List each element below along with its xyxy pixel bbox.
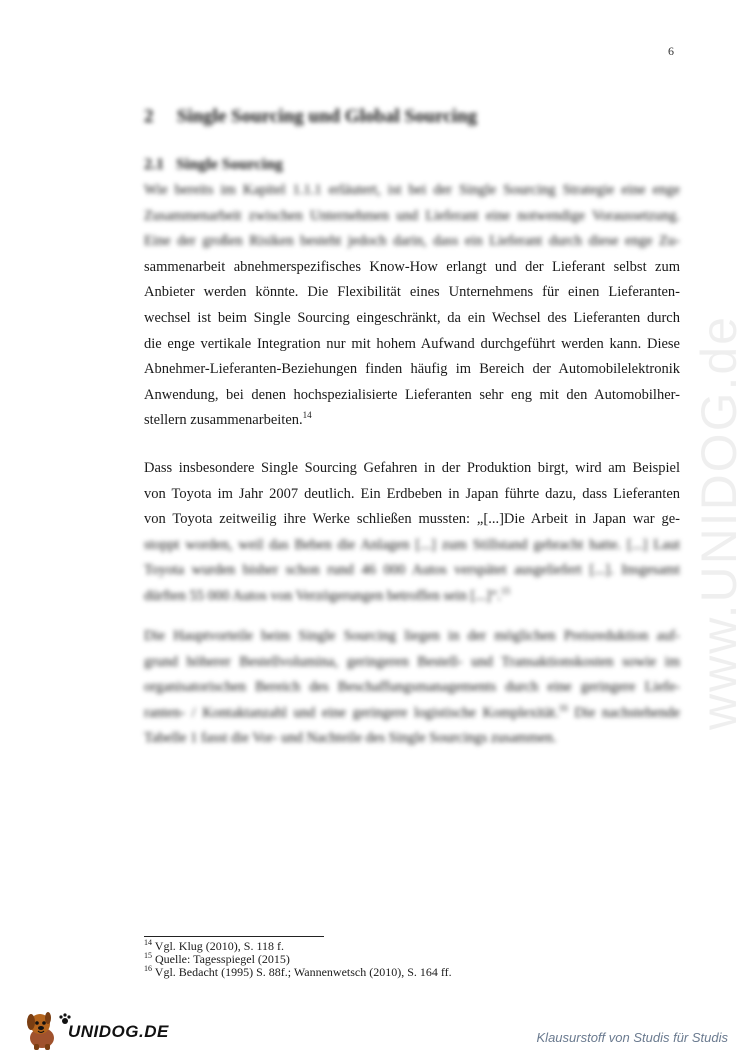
paragraph-line: von Toyota zeitweilig ihre Werke schließen mussten: „[...]Die Arbeit in Japan war ge- <box>144 511 680 528</box>
paragraph-1 <box>144 178 680 434</box>
section-title: Single Sourcing und Global Sourcing <box>176 106 477 127</box>
footnote-number: 16 <box>144 964 152 973</box>
paragraph-line: Die Hauptvorteile beim Single Sourcing liegen in der möglichen Preisreduktion auf- <box>144 628 680 644</box>
paragraph-line: Tabelle 1 fasst die Vor- und Nachteile des Single Sourcings zusammen. <box>144 730 557 747</box>
paragraph-line: Dass insbesondere Single Sourcing Gefahren in der Produktion birgt, wird am Beispiel <box>144 460 680 476</box>
paragraph-line: stoppt worden, weil das Beben die Anlagen [...] zum Stillstand gebracht hatte. [...] Laut <box>144 536 680 553</box>
paragraph-line <box>144 584 680 610</box>
subsection-heading <box>144 156 680 174</box>
paragraph-line: die enge vertikale Integration nur mit hohem Aufwand durchgeführt werden kann. Diese <box>144 335 680 352</box>
footnote <box>144 966 544 979</box>
watermark: www.UNIDOG.de <box>691 315 747 730</box>
page-number: 6 <box>668 44 674 58</box>
paragraph-line: grund höherer Bestellvolumina, geringeren Bestell- und Transaktionskosten sowie im <box>144 653 680 670</box>
paragraph-line: von Toyota im Jahr 2007 deutlich. Ein Erdbeben in Japan führte dazu, dass Lieferanten <box>144 485 680 502</box>
footnote-text: Vgl. Bedacht (1995) S. 88f.; Wannenwetsch (2010), S. 164 ff. <box>154 965 452 979</box>
footnote-reference: 16 <box>558 702 568 713</box>
section-number: 2 <box>144 106 154 127</box>
subsection-number: 2.1 <box>144 156 164 173</box>
paragraph-line: Abnehmer-Lieferanten-Beziehungen finden häufig im Bereich der Automobilelektronik <box>144 361 680 378</box>
paragraph-3 <box>144 624 680 752</box>
footnotes <box>144 940 544 979</box>
paragraph-line: wechsel ist beim Single Sourcing eingeschränkt, da ein Wechsel des Lieferanten durch <box>144 309 680 326</box>
paragraph-line-text: stellern zusammenarbeiten. <box>144 412 303 429</box>
paragraph-line <box>144 701 680 727</box>
section-heading <box>144 106 680 128</box>
paragraph-line-text: ranten- / Kontaktanzahl und eine geringere logistische Komplexität. <box>144 704 559 721</box>
paragraph-line-text: dürften 55 000 Autos von Verzögerungen betroffen sein [...]“. <box>144 587 502 604</box>
paragraph-line: sammenarbeit abnehmerspezifisches Know-How erlangt und der Lieferant selbst zum <box>144 258 680 275</box>
logo-text: UNIDOG.DE <box>68 1022 169 1041</box>
tagline: Klausurstoff von Studis für Studis <box>536 1030 728 1045</box>
paragraph-line: Zusammenarbeit zwischen Unternehmen und Lieferant eine notwendige Voraussetzung. <box>144 207 680 224</box>
footnote-text: Vgl. Klug (2010), S. 118 f. <box>154 939 285 953</box>
paragraph-2 <box>144 456 680 610</box>
paragraph-line: Anbieter werden könnte. Die Flexibilität eines Unternehmens für einen Lieferanten- <box>144 284 680 301</box>
paragraph-line: Anwendung, bei denen hochspezialisierte Lieferanten sehr eng mit den Automobilher- <box>144 386 680 403</box>
footnote-number: 15 <box>144 951 152 960</box>
footnote-number: 14 <box>144 938 152 947</box>
footnote-divider <box>144 936 324 937</box>
paragraph-line <box>144 408 680 434</box>
unidog-logo[interactable] <box>20 1008 170 1052</box>
paragraph-line: organisatorischen Bereich des Beschaffungsmanagements durch eine geringere Liefe- <box>144 679 680 696</box>
paragraph-line: Eine der großen Risiken besteht jedoch darin, dass ein Lieferant durch diese enge Zu- <box>144 233 680 250</box>
subsection-title: Single Sourcing <box>176 156 283 173</box>
footnote-text: Quelle: Tagesspiegel (2015) <box>155 952 290 966</box>
paragraph-line-tail: Die nachstehende <box>567 704 680 721</box>
paragraph-line: Toyota wurden bisher schon rund 46 000 Autos verspätet ausgeliefert [...]. Insgesamt <box>144 562 680 579</box>
footnote-reference: 14 <box>302 410 312 421</box>
footnote-reference: 15 <box>501 586 511 597</box>
paragraph-line: Wie bereits im Kapitel 1.1.1 erläutert, ist bei der Single Sourcing Strategie eine enge <box>144 182 680 198</box>
